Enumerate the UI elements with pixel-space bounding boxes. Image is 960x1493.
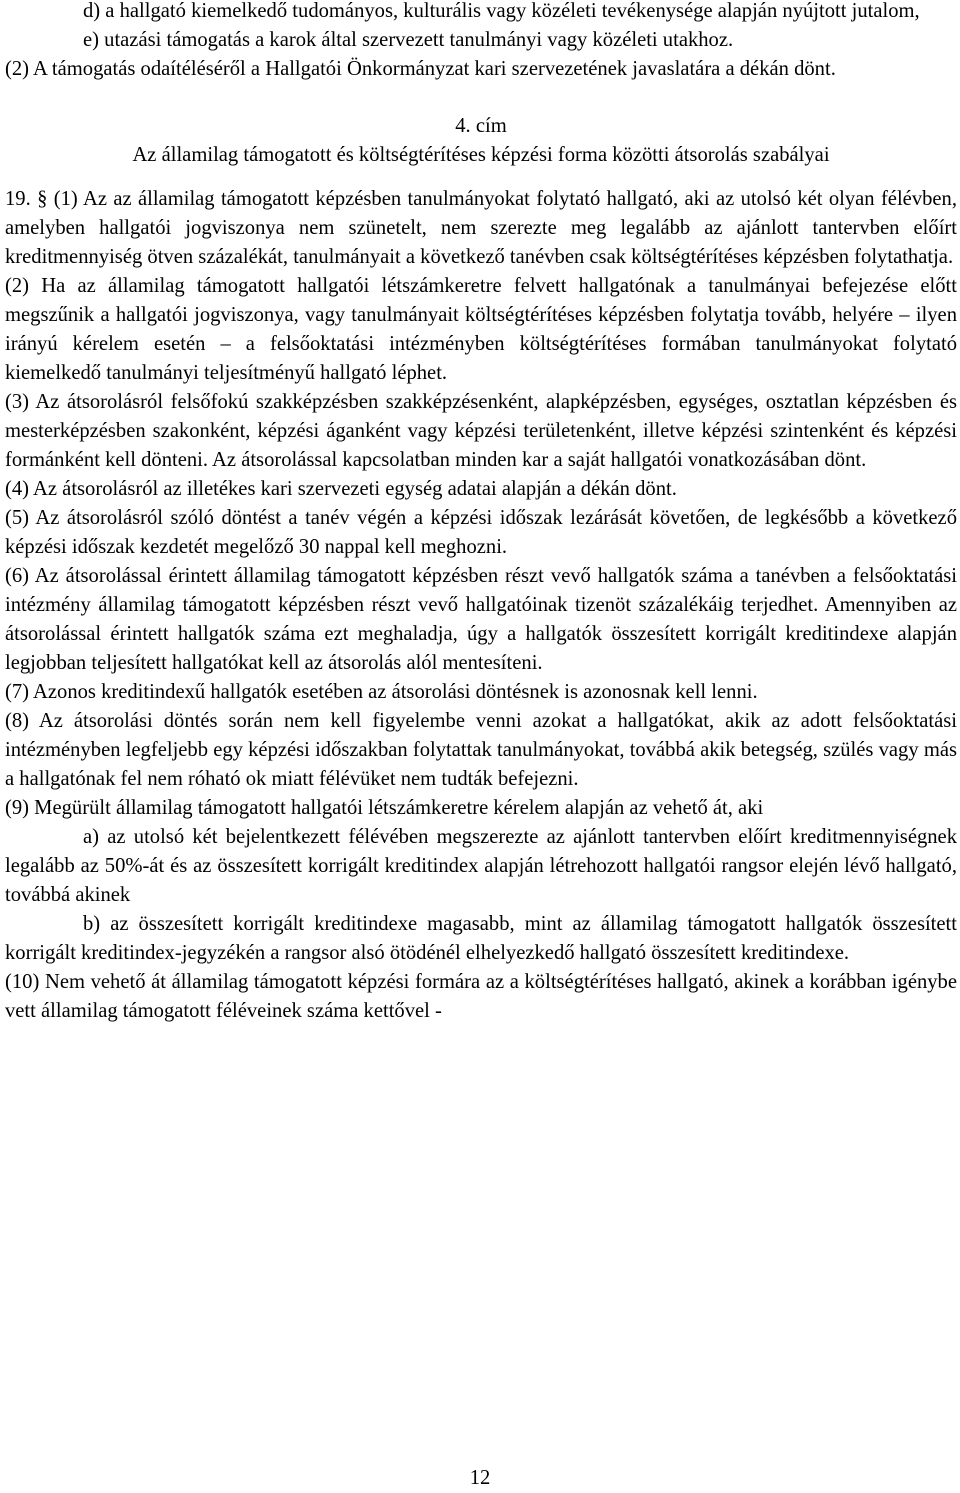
document-body	[5, 0, 957, 1026]
section-number: 4. cím	[455, 115, 507, 137]
paragraph-19-7: (7) Azonos kreditindexű hallgatók esetében az átsorolási döntésnek is azonosnak kell lenni.	[5, 681, 758, 703]
sub-item-a: a) az utolsó két bejelentkezett félévében megszerezte az ajánlott tantervben előírt kreditmennyiségnek legalább az 50%-át és az összesített korrigált kreditindex alapján létrehozott hallgatói rangsor elején lévő hallgató, továbbá akinek	[5, 826, 957, 906]
paragraph-19-9: (9) Megürült államilag támogatott hallgatói létszámkeretre kérelem alapján az vehető át, aki	[5, 797, 764, 819]
paragraph-19-6: (6) Az átsorolással érintett államilag támogatott képzésben részt vevő hallgatók száma a tanévben a felsőoktatási intézmény államilag támogatott képzésben részt vevő hallgatóinak tizenöt százalékáig terjedhet. Amennyiben az átsorolással érintett hallgatók száma ezt meghaladja, úgy a hallgatók összesített korrigált kreditindexe alapján legjobban teljesített hallgatókat kell az átsorolás alól mentesíteni.	[5, 565, 957, 674]
paragraph-19-4: (4) Az átsorolásról az illetékes kari szervezeti egység adatai alapján a dékán dönt.	[5, 478, 677, 500]
page-number: 12	[469, 1467, 491, 1489]
paragraph-19-5: (5) Az átsorolásról szóló döntést a tanév végén a képzési időszak lezárását követően, de legkésőbb a következő képzési időszak kezdetét megelőző 30 nappal kell meghozni.	[5, 507, 957, 558]
sub-item-b: b) az összesített korrigált kreditindexe magasabb, mint az államilag támogatott hallgatók összesített korrigált kreditindex-jegyzékén a rangsor alsó ötödénél elhelyezkedő hallgató összesített kreditindexe.	[5, 913, 957, 964]
paragraph-support-decision: (2) A támogatás odaítéléséről a Hallgatói Önkormányzat kari szervezetének javaslatára a dékán dönt.	[5, 58, 836, 80]
paragraph-19-10: (10) Nem vehető át államilag támogatott képzési formára az a költségtérítéses hallgató, akinek a korábban igénybe vett államilag támogatott féléveinek száma kettővel -	[5, 971, 957, 1022]
paragraph-19-3: (3) Az átsorolásról felsőfokú szakképzésben szakképzésenként, alapképzésben, egységes, osztatlan képzésben és mesterképzésben szakonként, képzési áganként vagy képzési területenként, illetve képzési szintenként és képzési formánként kell dönteni. Az átsorolással kapcsolatban minden kar a saját hallgatói vonatkozásában dönt.	[5, 391, 957, 471]
paragraph-19-1: 19. § (1) Az az államilag támogatott képzésben tanulmányokat folytató hallgató, aki az utolsó két olyan félévben, amelyben hallgatói jogviszonya nem szünetelt, nem szerezte meg legalább az ajánlott tantervben előírt kreditmennyiség ötven százalékát, tanulmányait a következő tanévben csak költségtérítéses képzésben folytathatja.	[5, 188, 957, 268]
section-title: Az államilag támogatott és költségtérítéses képzési forma közötti átsorolás szabályai	[132, 144, 830, 166]
paragraph-19-2: (2) Ha az államilag támogatott hallgatói létszámkeretre felvett hallgatónak a tanulmányai befejezése előtt megszűnik a hallgatói jogviszonya, vagy tanulmányait költségtérítéses képzésben folytatja tovább, helyére – ilyen irányú kérelem esetén – a felsőoktatási intézményben költségtérítéses formában tanulmányokat folytató kiemelkedő tanulmányi teljesítményű hallgató léphet.	[5, 275, 957, 384]
list-item-e: e) utazási támogatás a karok által szervezett tanulmányi vagy közéleti utakhoz.	[83, 29, 734, 51]
paragraph-19-8: (8) Az átsorolási döntés során nem kell figyelembe venni azokat a hallgatókat, akik az adott felsőoktatási intézményben legfeljebb egy képzési időszakban folytattak tanulmányokat, továbbá akik betegség, szülés vagy más a hallgatónak fel nem róható ok miatt félévüket nem tudták befejezni.	[5, 710, 957, 790]
list-item-d: d) a hallgató kiemelkedő tudományos, kulturális vagy közéleti tevékenysége alapján nyújtott jutalom,	[83, 0, 920, 22]
